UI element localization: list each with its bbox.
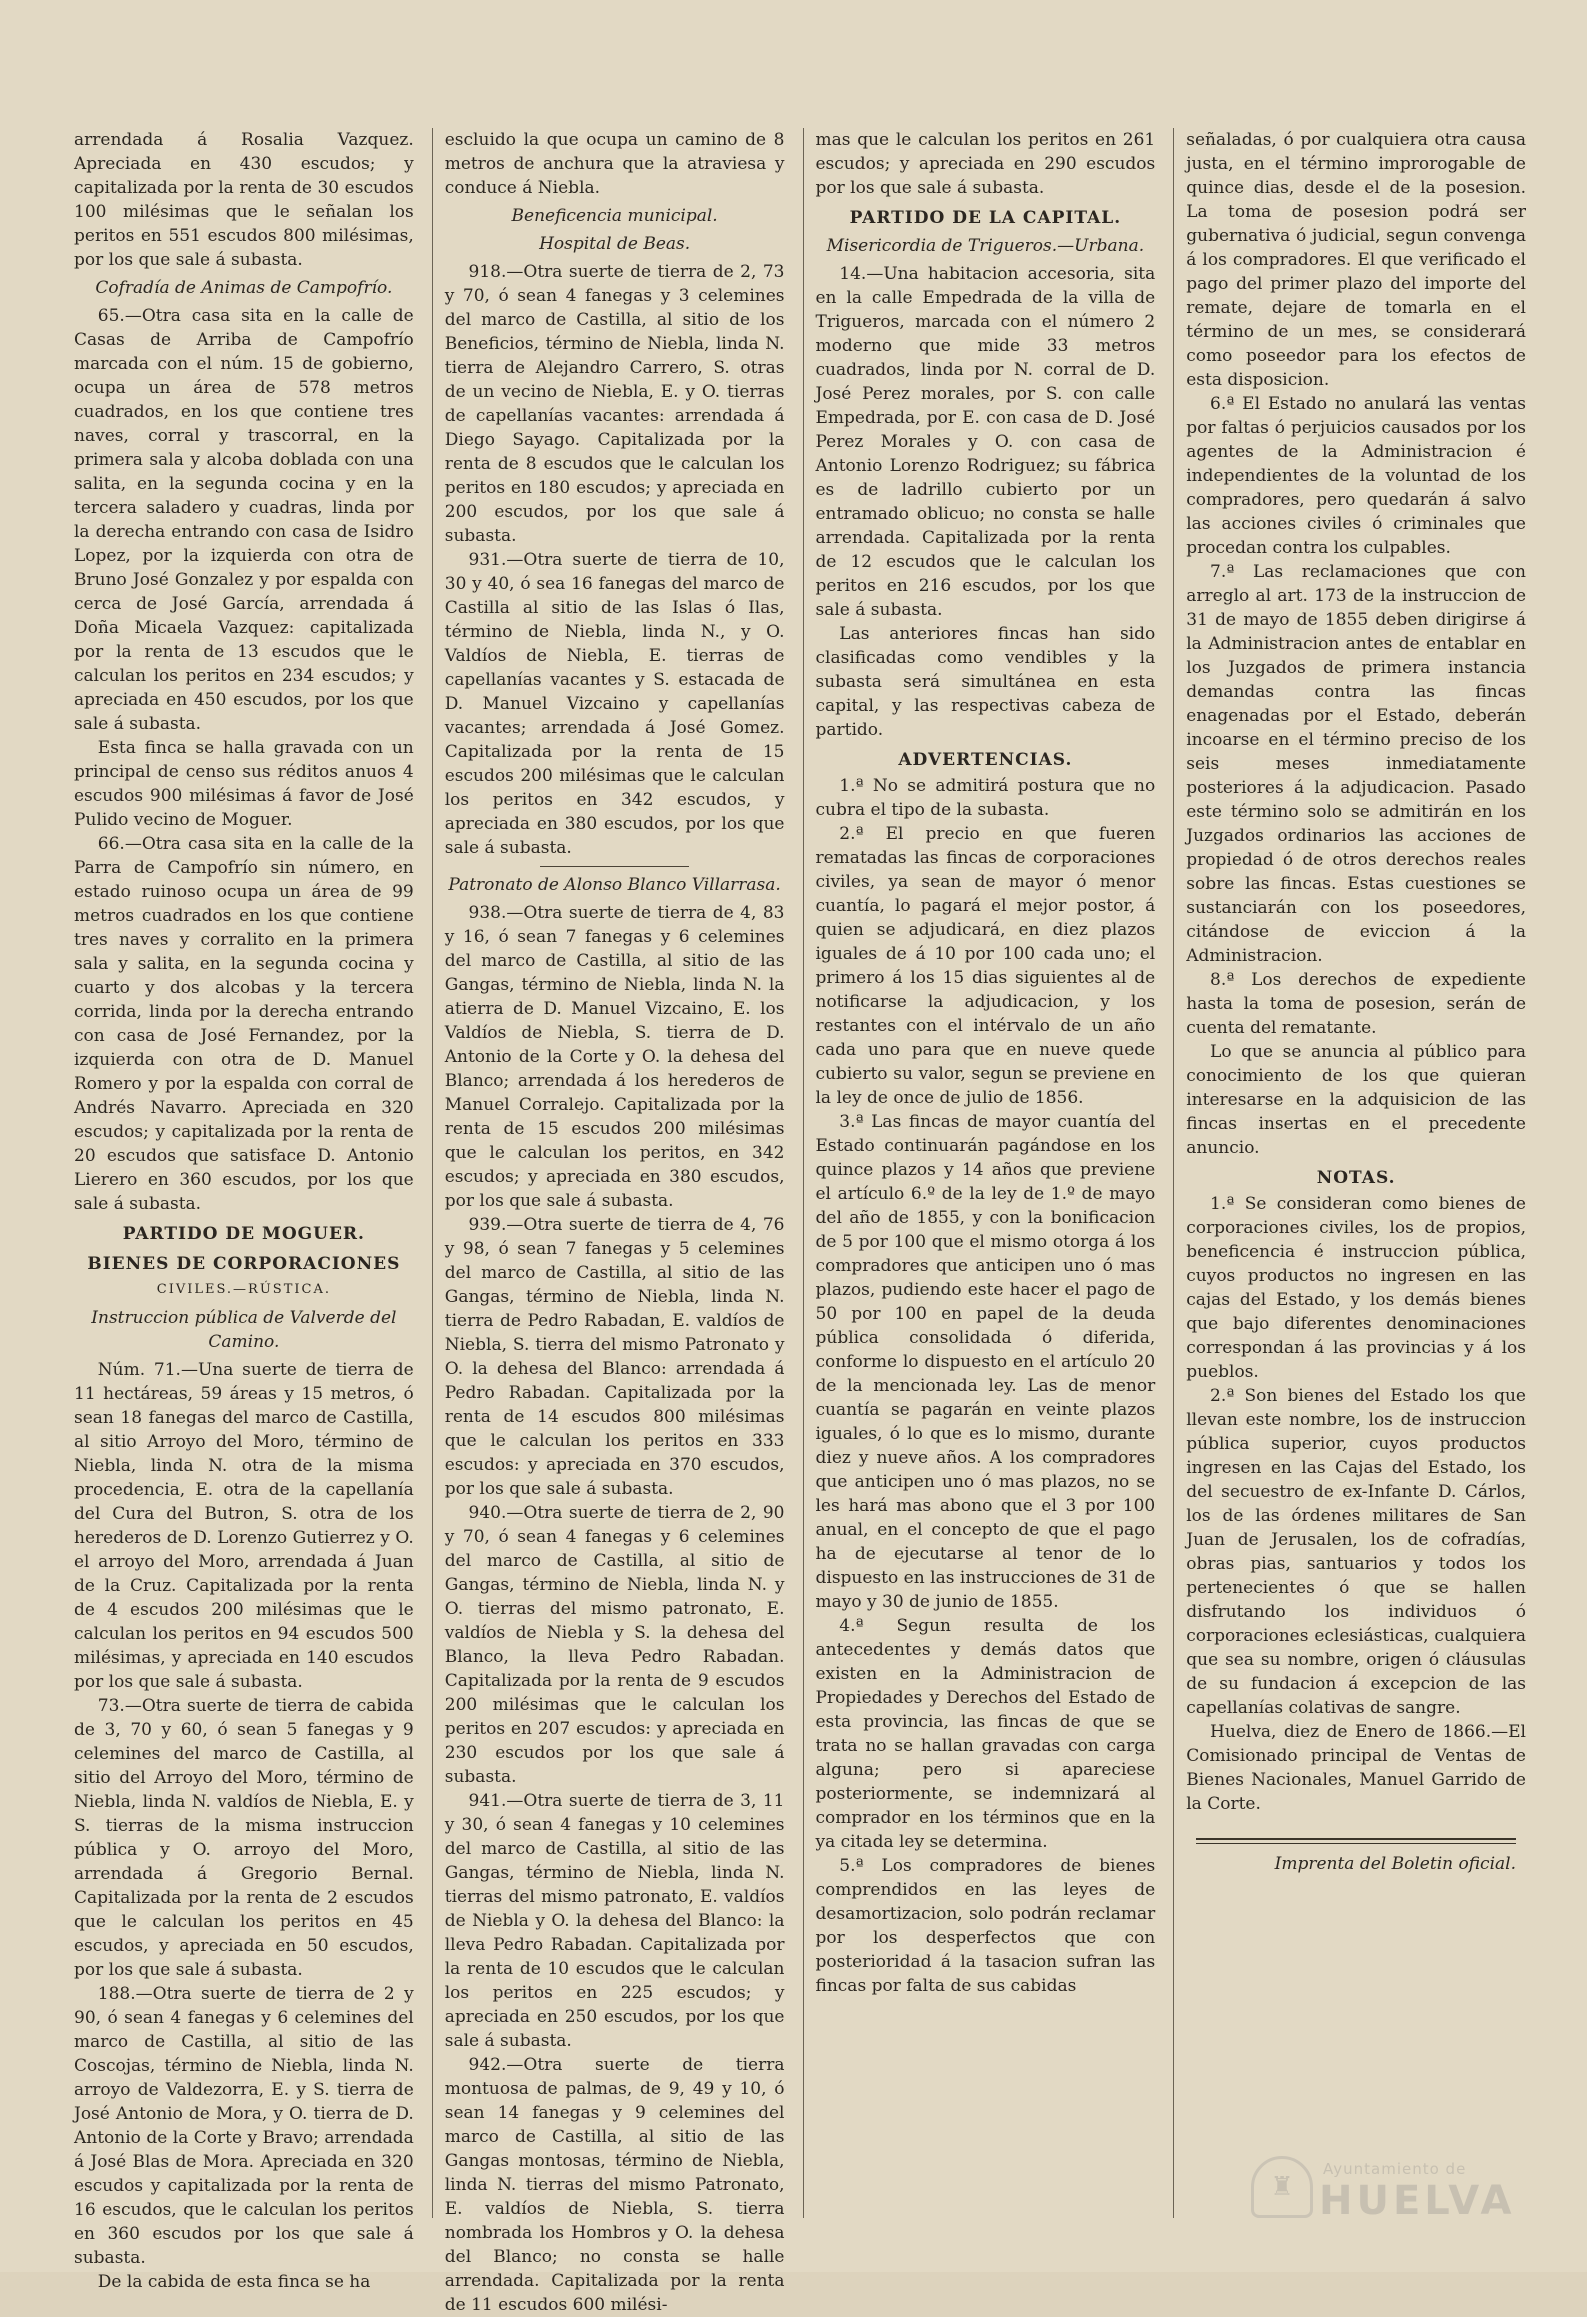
archive-watermark	[1270, 2134, 1516, 2244]
column-2	[432, 128, 789, 2315]
paragraph: 941.—Otra suerte de tierra de 3, 11 y 30, ó sean 4 fanegas y 10 celemines del marco de Castilla, al sitio de las Gangas, término de Niebla, linda N. tierras del mismo patronato, E. valdíos de Niebla y O. la dehesa del Blanco: la lleva Pedro Rabadan. Capitalizada por la renta de 10 escudos que le calculan los peritos en 225 escudos; y apreciada en 250 escudos, por los que sale á subasta.	[444, 1791, 785, 2051]
paragraph: 3.ª Las fincas de mayor cuantía del Estado continuarán pagándose en los quince plazos y 14 años que previene el artículo 6.º de la ley de 1.º de mayo del año de 1855, y con la bonificacion de 5 por 100 que el mismo otorga á los compradores que anticipen uno ó mas plazos, pudiendo este hacer el pago de 50 por 100 en papel de la deuda pública consolidada ó diferida, conforme lo dispuesto en el artículo 20 de la mencionada ley. Las de menor cuantía se pagarán en veinte plazos iguales, ó lo que es lo mismo, durante diez y nueve años. A los compradores que anticipen uno ó mas plazos, no se les hará mas abono que el 3 por 100 anual, en el concepto de que el pago ha de ejecutarse al tenor de lo dispuesto en las instrucciones de 31 de mayo y 30 de junio de 1855.	[815, 1112, 1156, 1612]
column-1	[70, 128, 418, 2292]
paragraph: 8.ª Los derechos de expediente hasta la toma de posesion, serán de cuenta del rematante.	[1186, 970, 1526, 1038]
paragraph: 66.—Otra casa sita en la calle de la Parra de Campofrío sin número, en estado ruinoso ocupa un área de 99 metros cuadrados en los que contiene tres naves y corralito en la primera sala y salita, en la segunda cocina y cuarto y dos alcobas y la tercera corrida, linda por la derecha entrando con casa de José Fernandez, por la izquierda con otra de D. Manuel Romero y por la espalda con corral de Andrés Navarro. Apreciada en 320 escudos; y capitalizada por la renta de 20 escudos que satisface D. Antonio Lierero en 360 escudos, por los que sale á subasta.	[74, 834, 414, 1214]
paragraph: Esta finca se halla gravada con un principal de censo sus réditos anuos 4 escudos 900 milésimas á favor de José Pulido vecino de Moguer.	[74, 738, 414, 830]
paragraph: 7.ª Las reclamaciones que con arreglo al art. 173 de la instruccion de 31 de mayo de 1855 deben dirigirse á la Administracion antes de entablar en los Juzgados de primera instancia demandas contra las fincas enagenadas por el Estado, deberán incoarse en el término preciso de los seis meses inmediatamente posteriores á la adjudicacion. Pasado este término solo se admitirán en los Juzgados ordinarios las acciones de propiedad ó de otros derechos reales sobre las fincas. Estas cuestiones se sustanciarán con los poseedores, citándose de eviccion á la Administracion.	[1186, 562, 1526, 966]
paragraph: 5.ª Los compradores de bienes comprendidos en las leyes de desamortizacion, solo podrán reclamar por los desperfectos que con posterioridad á la tasacion sufran las fincas por falta de sus cabidas	[815, 1856, 1156, 1996]
section-title: PARTIDO DE LA CAPITAL.	[849, 208, 1122, 228]
section-heading: Cofradía de Animas de Campofrío.	[95, 278, 393, 298]
paragraph: 14.—Una habitacion accesoria, sita en la calle Empedrada de la villa de Trigueros, marcada con el número 2 moderno que mide 33 metros cuadrados, linda por N. corral de D. José Perez morales, por S. con calle Empedrada, por E. con casa de D. José Perez Morales y O. con casa de Antonio Lorenzo Rodriguez; su fábrica es de ladrillo cubierto por un entramado oblicuo; no consta se halle arrendada. Capitalizada por la renta de 12 escudos que le calculan los peritos en 216 escudos, por los que sale á subasta.	[815, 264, 1156, 620]
crest-icon: ♜	[1251, 2156, 1313, 2218]
paragraph: escluido la que ocupa un camino de 8 metros de anchura que la atraviesa y conduce á Niebla.	[444, 130, 785, 198]
paragraph: 188.—Otra suerte de tierra de 2 y 90, ó sean 4 fanegas y 6 celemines del marco de Castilla, al sitio de las Coscojas, término de Niebla, linda N. arroyo de Valdezorra, E. y S. tierra de José Antonio de Mora, y O. tierra de D. Antonio de la Corte y Bravo; arrendada á José Blas de Mora. Apreciada en 320 escudos y capitalizada por la renta de 16 escudos, que le calculan los peritos en 360 escudos por los que sale á subasta.	[74, 1984, 414, 2268]
text-columns	[70, 128, 1530, 2315]
paragraph: mas que le calculan los peritos en 261 escudos; y apreciada en 290 escudos por los que sale á subasta.	[815, 130, 1156, 198]
column-4	[1173, 128, 1530, 2218]
section-subtitle: CIVILES.—RÚSTICA.	[156, 1282, 331, 1297]
paragraph: Lo que se anuncia al público para conocimiento de los que quieran interesarse en la adquisicion de las fincas insertas en el precedente anuncio.	[1186, 1042, 1526, 1158]
paragraph: De la cabida de esta finca se ha	[97, 2272, 371, 2292]
paragraph: Las anteriores fincas han sido clasificadas como vendibles y la subasta será simultánea en esta capital, y las respectivas cabeza de partido.	[815, 624, 1156, 740]
paragraph: 65.—Otra casa sita en la calle de Casas de Arriba de Campofrío marcada con el núm. 15 de gobierno, ocupa un área de 578 metros cuadrados, en los que contiene tres naves, corral y trascorral, en la primera sala y alcoba doblada con una salita, en la segunda cocina y en la tercera saladero y cuadras, linda por la derecha entrando con casa de Isidro Lopez, por la izquierda con otra de Bruno José Gonzalez y por espalda con cerca de José García, arrendada á Doña Micaela Vazquez: capitalizada por la renta de 13 escudos que le calculan los peritos en 234 escudos; y apreciada en 450 escudos, por los que sale á subasta.	[74, 306, 414, 734]
section-heading: Misericordia de Trigueros.—Urbana.	[826, 236, 1145, 256]
section-title: ADVERTENCIAS.	[898, 750, 1073, 770]
paragraph: 2.ª Son bienes del Estado los que llevan este nombre, los de instruccion pública superior, cuyos productos ingresen en las Cajas del Estado, los del secuestro de ex-Infante D. Cárlos, los de las órdenes militares de San Juan de Jerusalen, los de cofradías, obras pias, santuarios y todos los pertenecientes ó que se hallen disfrutando los individuos ó corporaciones eclesiásticas, cualquiera que sea su nombre, origen ó cláusulas de su fundacion á excepcion de las capellanías colativas de sangre.	[1186, 1386, 1526, 1718]
watermark-line-2: HUELVA	[1319, 2178, 1516, 2224]
paragraph: 940.—Otra suerte de tierra de 2, 90 y 70, ó sean 4 fanegas y 6 celemines del marco de Castilla, al sitio de Gangas, término de Niebla, linda N. y O. tierras del mismo patronato, E. valdíos de Niebla y S. la dehesa del Blanco, la lleva Pedro Rabadan. Capitalizada por la renta de 9 escudos 200 milésimas que le calculan los peritos en 207 escudos: y apreciada en 230 escudos por los que sale á subasta.	[444, 1503, 785, 1787]
section-heading: Patronato de Alonso Blanco Villarrasa.	[448, 875, 781, 895]
paragraph: Huelva, diez de Enero de 1866.—El Comisionado principal de Ventas de Bienes Nacionales, Manuel Garrido de la Corte.	[1186, 1722, 1526, 1814]
paragraph: 939.—Otra suerte de tierra de 4, 76 y 98, ó sean 7 fanegas y 5 celemines del marco de Castilla, al sitio de las Gangas, término de Niebla, linda N. tierra de Pedro Rabadan, E. valdíos de Niebla, S. tierra del mismo Patronato y O. la dehesa del Blanco: arrendada á Pedro Rabadan. Capitalizada por la renta de 14 escudos 800 milésimas que le calculan los peritos en 333 escudos: y apreciada en 370 escudos, por los que sale á subasta.	[444, 1215, 785, 1499]
paragraph: arrendada á Rosalia Vazquez. Apreciada en 430 escudos; y capitalizada por la renta de 30 escudos 100 milésimas que le señalan los peritos en 551 escudos 800 milésimas, por los que sale á subasta.	[74, 130, 414, 270]
paragraph: 918.—Otra suerte de tierra de 2, 73 y 70, ó sean 4 fanegas y 3 celemines del marco de Castilla, al sitio de los Beneficios, término de Niebla, linda N. tierra de Alejandro Carrero, S. otras de un vecino de Niebla, E. y O. tierras de capellanías vacantes: arrendada á Diego Sayago. Capitalizada por la renta de 8 escudos que le calculan los peritos en 180 escudos; y apreciada en 200 escudos, por los que sale á subasta.	[444, 262, 785, 546]
paragraph: 4.ª Segun resulta de los antecedentes y demás datos que existen en la Administracion de Propiedades y Derechos del Estado de esta provincia, las fincas de que se trata no se hallan gravadas con carga alguna; pero si apareciese posteriormente, se indemnizará al comprador en los términos que en la ya citada ley se determina.	[815, 1616, 1156, 1852]
printer-imprint: Imprenta del Boletin oficial.	[1274, 1854, 1516, 1874]
paragraph: 6.ª El Estado no anulará las ventas por faltas ó perjuicios causados por los agentes de la Administracion é independientes de la voluntad de los compradores, pero quedarán á salvo las acciones civiles ó criminales que procedan contra los culpables.	[1186, 394, 1526, 558]
section-heading: Instruccion pública de Valverde del Camino.	[91, 1308, 397, 1352]
section-heading: Hospital de Beas.	[539, 234, 691, 254]
section-title: PARTIDO DE MOGUER.	[122, 1224, 365, 1244]
paragraph: 938.—Otra suerte de tierra de 4, 83 y 16, ó sean 7 fanegas y 6 celemines del marco de Castilla, al sitio de las Gangas, término de Niebla, linda N. la atierra de D. Manuel Vizcaino, E. los Valdíos de Niebla, S. tierra de D. Antonio de la Corte y O. la dehesa del Blanco; arrendada á los herederos de Manuel Corralejo. Capitalizada por la renta de 15 escudos 200 milésimas que le calculan los peritos, en 342 escudos; y apreciada en 380 escudos, por los que sale á subasta.	[444, 903, 785, 1211]
paragraph: 931.—Otra suerte de tierra de 10, 30 y 40, ó sea 16 fanegas del marco de Castilla al sitio de las Islas ó Ilas, término de Niebla, linda N., y O. Valdíos de Niebla, E. tierras de capellanías vacantes y S. estacada de D. Manuel Vizcaino y capellanías vacantes; arrendada á José Gomez. Capitalizada por la renta de 15 escudos 200 milésimas que le calculan los peritos en 342 escudos, y apreciada en 380 escudos, por los que sale á subasta.	[444, 550, 785, 858]
divider	[540, 866, 690, 867]
paragraph: 2.ª El precio en que fueren rematadas las fincas de corporaciones civiles, ya sean de mayor ó menor cuantía, lo pagará el mejor postor, á quien se adjudicará, en diez plazos iguales de á 10 por 100 cada uno; el primero á los 15 dias siguientes al de notificarse la adjudicacion, y los restantes con el intérvalo de un año cada uno para que en nueve quede cubierto su valor, segun se previene en la ley de once de julio de 1856.	[815, 824, 1156, 1108]
paragraph: 942.—Otra suerte de tierra montuosa de palmas, de 9, 49 y 10, ó sean 14 fanegas y 9 celemines del marco de Castilla, al sitio de las Gangas montosas, término de Niebla, linda N. tierras del mismo Patronato, E. valdíos de Niebla, S. tierra nombrada los Hombros y O. la dehesa del Blanco; no consta se halle arrendada. Capitalizada por la renta de 11 escudos 600 milési-	[444, 2055, 785, 2315]
paragraph: 1.ª No se admitirá postura que no cubra el tipo de la subasta.	[815, 776, 1156, 820]
section-heading: Beneficencia municipal.	[511, 206, 718, 226]
paragraph: 73.—Otra suerte de tierra de cabida de 3, 70 y 60, ó sean 5 fanegas y 9 celemines del marco de Castilla, al sitio del Arroyo del Moro, término de Niebla, linda N. valdíos de Niebla, E. y S. tierras de la misma instruccion pública y O. arroyo del Moro, arrendada á Gregorio Bernal. Capitalizada por la renta de 2 escudos que le calculan los peritos en 45 escudos, y apreciada en 50 escudos, por los que sale á subasta.	[74, 1696, 414, 1980]
watermark-line-1: Ayuntamiento de	[1323, 2160, 1467, 2178]
paragraph: señaladas, ó por cualquiera otra causa justa, en el término improrogable de quince dias, desde el de la posesion. La toma de posesion podrá ser gubernativa ó judicial, segun convenga á los compradores. El que verificado el pago del primer plazo del importe del remate, dejare de tomarla en el término de un mes, se considerará como poseedor para los efectos de esta disposicion.	[1186, 130, 1526, 390]
signature-rule	[1196, 1838, 1516, 1844]
column-3	[803, 128, 1160, 2218]
section-title: BIENES DE CORPORACIONES	[87, 1254, 401, 1274]
paragraph: 1.ª Se consideran como bienes de corporaciones civiles, los de propios, beneficencia é instruccion pública, cuyos productos no ingresen en las cajas del Estado, y los demás bienes que bajo diferentes denominaciones correspondan á las provincias y á los pueblos.	[1186, 1194, 1526, 1382]
section-title: NOTAS.	[1316, 1168, 1396, 1188]
paragraph: Núm. 71.—Una suerte de tierra de 11 hectáreas, 59 áreas y 15 metros, ó sean 18 fanegas del marco de Castilla, al sitio Arroyo del Moro, término de Niebla, linda N. otra de la misma procedencia, E. otra de la capellanía del Cura del Butron, S. otra de los herederos de D. Lorenzo Gutierrez y O. el arroyo del Moro, arrendada á Juan de la Cruz. Capitalizada por la renta de 4 escudos 200 milésimas que le calculan los peritos en 94 escudos 500 milésimas, y apreciada en 140 escudos por los que sale á subasta.	[74, 1360, 414, 1692]
